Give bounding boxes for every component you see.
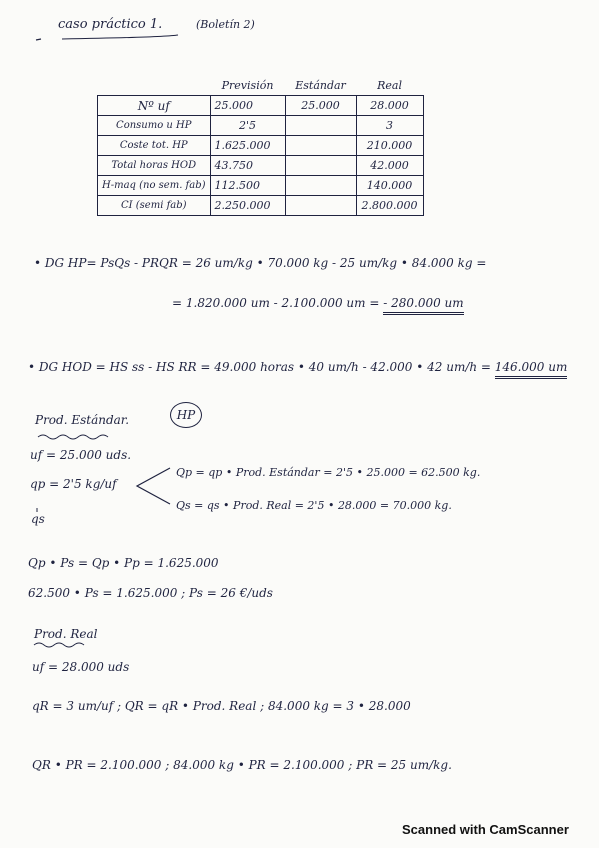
- qp-equation: qp = 2'5 kg/uf: [30, 477, 117, 491]
- cell-estandar: [285, 196, 356, 216]
- cell-real: 3: [356, 116, 423, 136]
- dg-hod-line: [28, 361, 567, 373]
- qr-pr-equation: QR • PR = 2.100.000 ; 84.000 kg • PR = 2.100.000 ; PR = 25 um/kg.: [32, 758, 452, 772]
- cell-estandar: [285, 136, 356, 156]
- table-row: [98, 96, 424, 116]
- table-corner: [98, 76, 211, 96]
- dg-hod-expression: • DG HOD = HS ss - HS RR = 49.000 horas • 40 um/h - 42.000 • 42 um/h =: [28, 360, 495, 374]
- prod-real-heading: Prod. Real: [34, 627, 98, 641]
- cell-estandar: [285, 116, 356, 136]
- prod-real-squiggle: [34, 643, 84, 647]
- dg-hp-expression: = 1.820.000 um - 2.100.000 um =: [172, 296, 384, 310]
- dg-hp-result: - 280.000 um: [383, 296, 463, 315]
- cell-real: 2.800.000: [356, 196, 423, 216]
- prod-estandar-heading: Prod. Estándar.: [35, 413, 130, 427]
- cell-prevision: 2'5: [210, 116, 285, 136]
- dg-hp-line-2: [172, 297, 464, 309]
- qp-pp-equation: Qp • Ps = Qp • Pp = 1.625.000: [28, 556, 219, 570]
- cell-prevision: 1.625.000: [210, 136, 285, 156]
- row-label: Nº uf: [98, 96, 211, 116]
- row-label: H-maq (no sem. fab): [98, 176, 211, 196]
- data-table: [97, 76, 424, 216]
- row-label: Consumo u HP: [98, 116, 211, 136]
- qs-branch: Qs = qs • Prod. Real = 2'5 • 28.000 = 70.000 kg.: [176, 499, 452, 512]
- page-title: caso práctico 1.: [58, 17, 163, 32]
- column-header: Real: [377, 79, 402, 92]
- cell-prevision: 2.250.000: [210, 196, 285, 216]
- cell-prevision: 25.000: [210, 96, 285, 116]
- branch-bracket: [137, 468, 170, 504]
- qp-branch: Qp = qp • Prod. Estándar = 2'5 • 25.000 = 62.500 kg.: [176, 466, 481, 479]
- cell-estandar: [285, 156, 356, 176]
- table-row: [98, 196, 424, 216]
- table-row: [98, 156, 424, 176]
- hp-circle-label: HP: [170, 402, 202, 428]
- uf-estandar: uf = 25.000 uds.: [30, 448, 132, 462]
- cell-estandar: 25.000: [285, 96, 356, 116]
- cell-real: 28.000: [356, 96, 423, 116]
- table-header-row: [98, 76, 424, 96]
- table-row: [98, 176, 424, 196]
- ps-equation: 62.500 • Ps = 1.625.000 ; Ps = 26 €/uds: [28, 586, 273, 600]
- dg-hod-result: 146.000 um: [495, 360, 568, 379]
- cell-estandar: [285, 176, 356, 196]
- prod-std-squiggle: [38, 435, 108, 439]
- page-subtitle: (Boletín 2): [196, 18, 255, 31]
- cell-real: 140.000: [356, 176, 423, 196]
- table-row: [98, 136, 424, 156]
- row-label: CI (semi fab): [98, 196, 211, 216]
- row-label: Total horas HOD: [98, 156, 211, 176]
- row-label: Coste tot. HP: [98, 136, 211, 156]
- column-header: Estándar: [295, 79, 346, 92]
- qs-label: qs: [31, 512, 45, 526]
- scanner-watermark: Scanned with CamScanner: [402, 822, 569, 837]
- table-row: [98, 116, 424, 136]
- qr-equation: qR = 3 um/uf ; QR = qR • Prod. Real ; 84.000 kg = 3 • 28.000: [32, 699, 411, 713]
- dg-hp-line-1: • DG HP= PsQs - PRQR = 26 um/kg • 70.000 kg - 25 um/kg • 84.000 kg =: [34, 256, 487, 270]
- column-header: Previsión: [221, 79, 274, 92]
- cell-real: 210.000: [356, 136, 423, 156]
- title-underline: [62, 35, 178, 39]
- cell-prevision: 112.500: [210, 176, 285, 196]
- uf-real: uf = 28.000 uds: [32, 660, 130, 674]
- title-mark: [36, 39, 41, 40]
- cell-prevision: 43.750: [210, 156, 285, 176]
- cell-real: 42.000: [356, 156, 423, 176]
